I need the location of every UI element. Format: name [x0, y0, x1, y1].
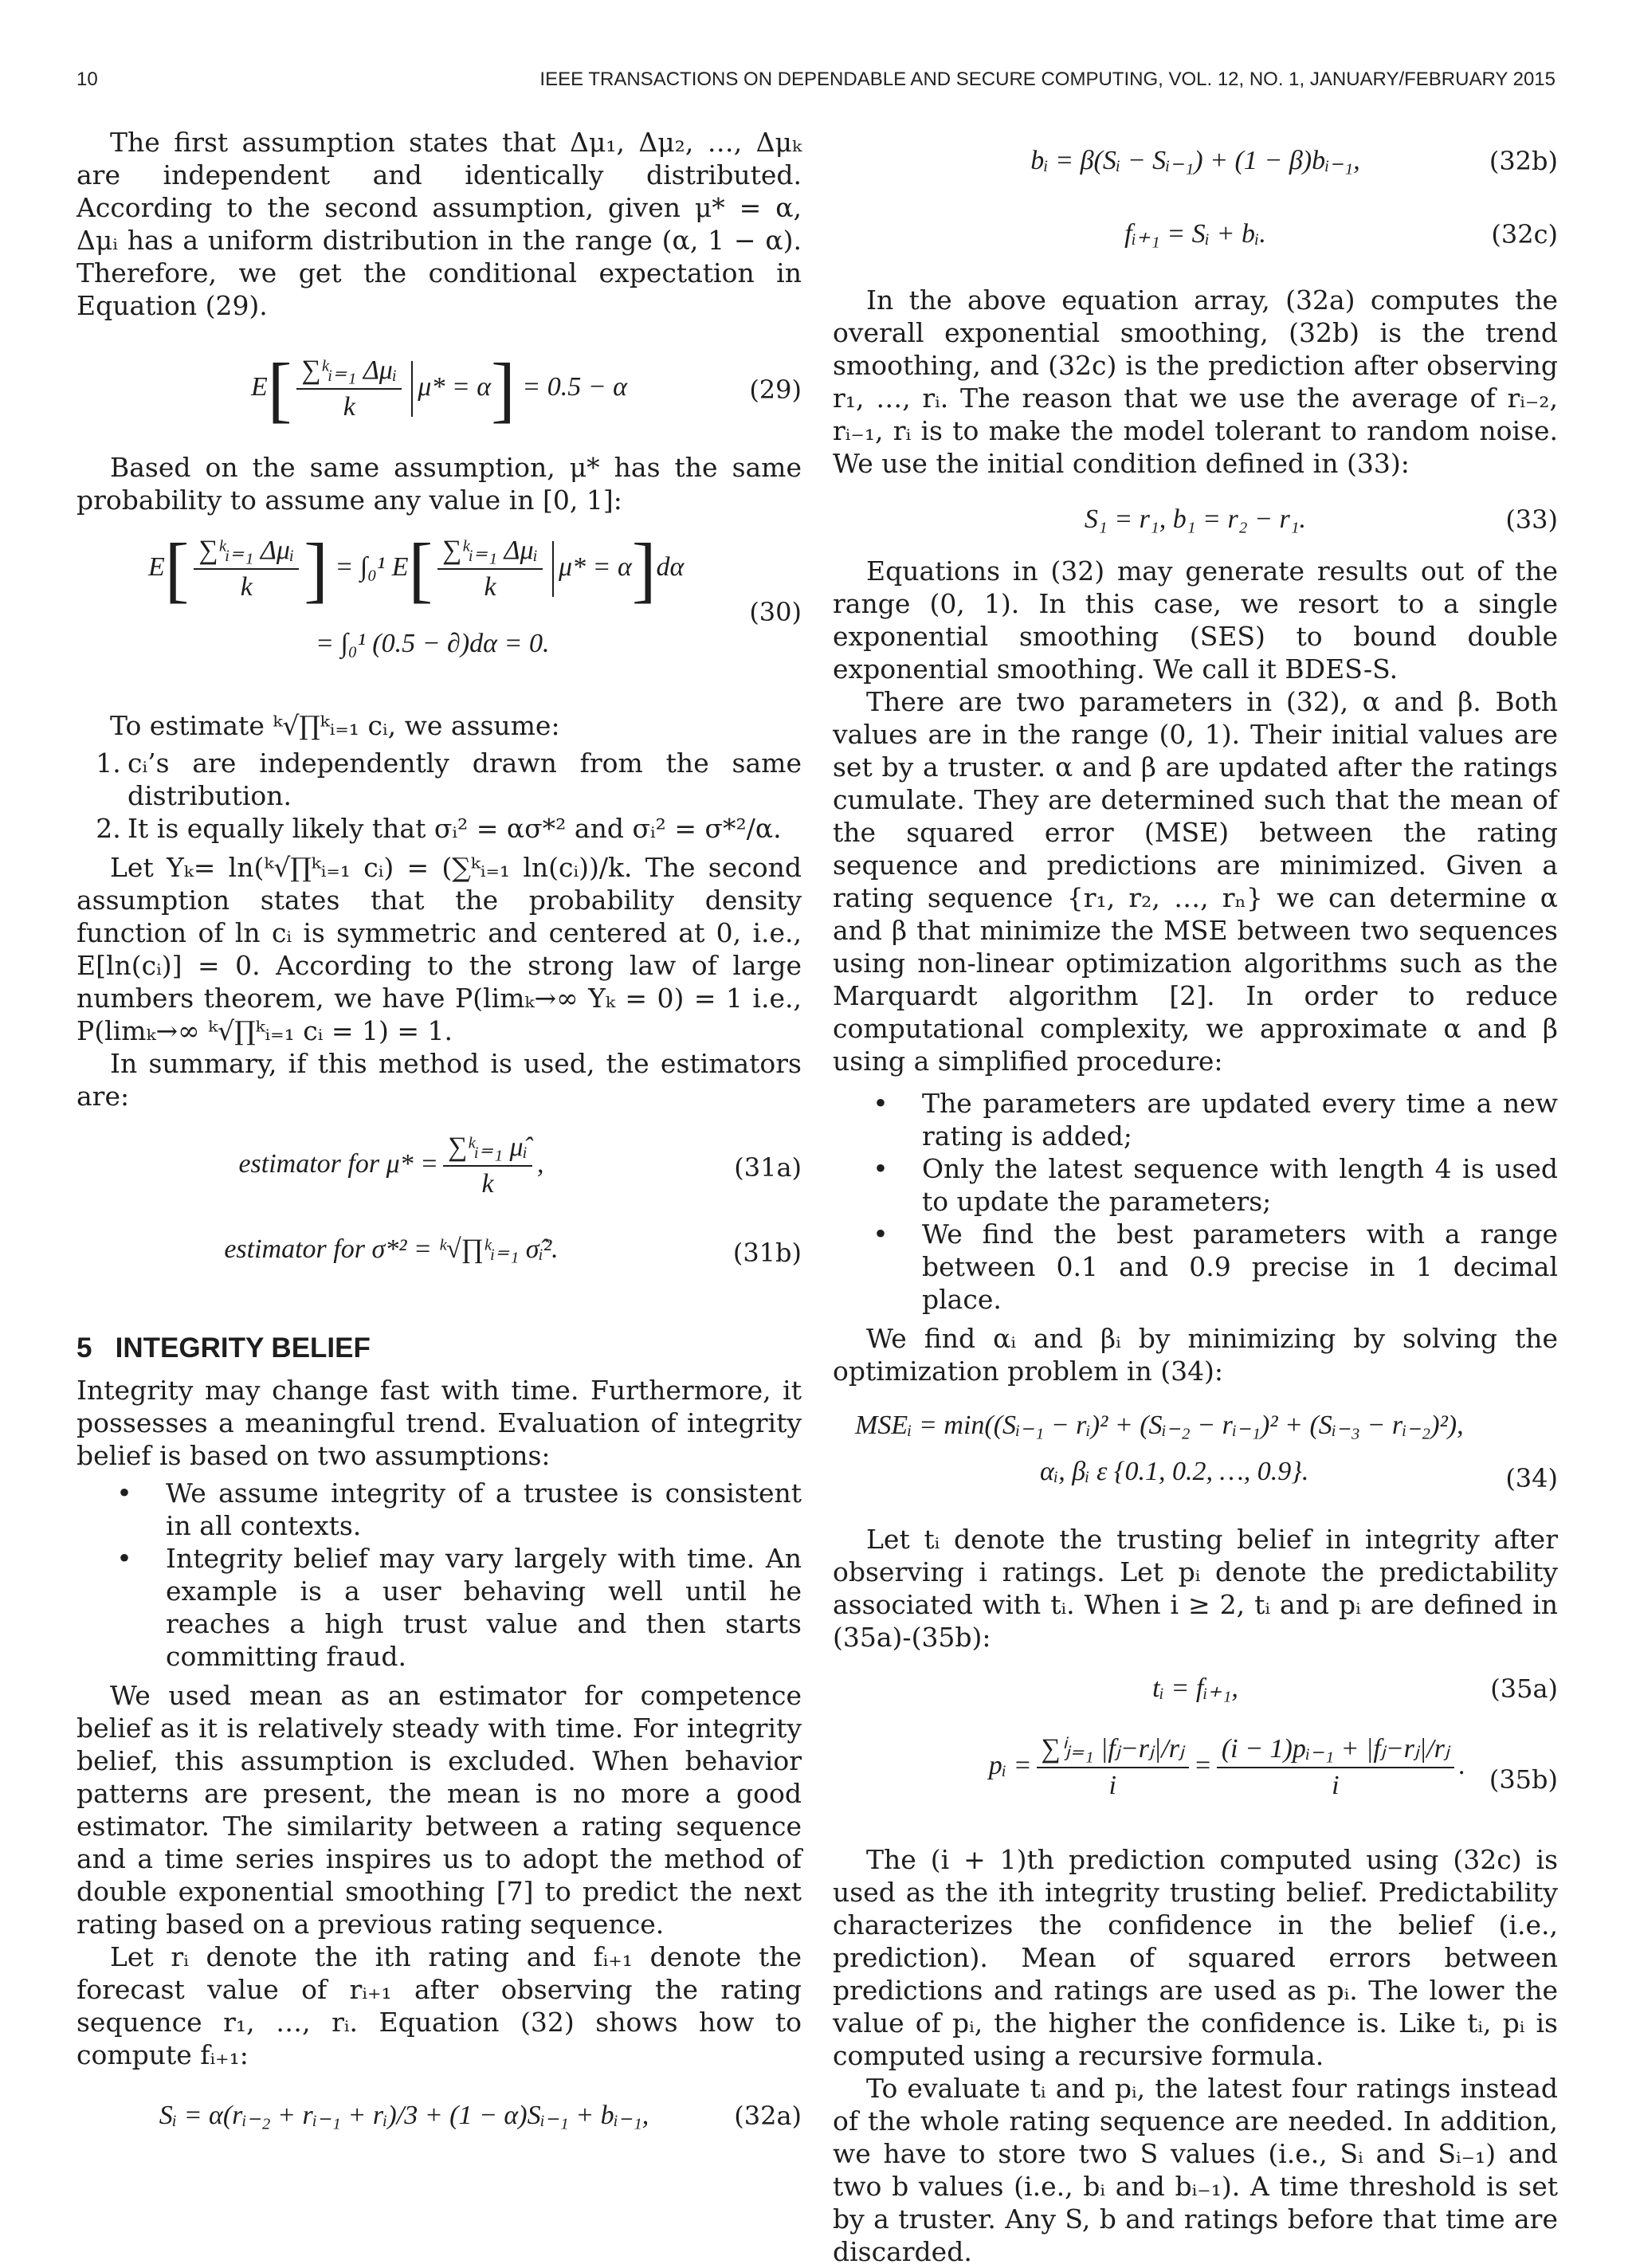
equation-34 — [833, 1408, 1558, 1496]
left-column — [76, 126, 802, 2138]
fraction — [296, 353, 402, 425]
section-number: 5 — [76, 1332, 92, 1364]
equation-30: E[ $\frac{\text{∑ᵏᵢ₌₁ Δμᵢ}}{k}$ ] = ∫₀¹ E[ $\frac{\text{∑ᵏᵢ₌₁ Δμᵢ}}{k}$ μ* = α]dα = ∫₀¹ (0.5 − ∂)dα = 0. (30) — [76, 532, 802, 692]
equation-29: E[ $\frac{\text{∑ᵏᵢ₌₁ Δμᵢ}}{k}$ μ* = α] = 0.5 − α (29) — [250, 348, 802, 430]
eq-term: = 0.5 − α — [522, 371, 627, 402]
paragraph: To estimate ᵏ√∏ᵏᵢ₌₁ cᵢ, we assume: — [110, 710, 560, 741]
paragraph: The (i + 1)th prediction computed using (32c) is used as the ith integrity trusting belief. Predictability characterizes the confidence in the belief (i.e., prediction). Mean of squared errors between predictions and ratings are used as pᵢ. The lower the value of pᵢ, the higher the confidence is. Like tᵢ, pᵢ is computed using a recursive formula. — [833, 1844, 1558, 2071]
assumption-list — [76, 747, 802, 845]
denominator: k — [343, 392, 355, 422]
fraction — [437, 533, 543, 605]
numerator: ∑ᵏᵢ₌₁ μ̂ᵢ — [443, 1130, 532, 1167]
numerator: ∑ᵏᵢ₌₁ Δμᵢ — [437, 533, 543, 570]
numerator: ∑ᵏᵢ₌₁ Δμᵢ — [296, 353, 402, 390]
eq-term: estimator for σ*² = — [224, 1234, 432, 1264]
paragraph: Let rᵢ denote the ith rating and fᵢ₊₁ denote the forecast value of rᵢ₊₁ after observing the rating sequence r₁, …, rᵢ. Equation (32) shows how to compute fᵢ₊₁: — [76, 1941, 802, 2070]
denominator: i — [1332, 1771, 1340, 1800]
eq-term: pᵢ = — [988, 1750, 1032, 1780]
equation-number: (33) — [1505, 504, 1558, 535]
equation-number: (31a) — [734, 1152, 802, 1183]
list-item: 2. It is equally likely that σᵢ² = ασ*² and σᵢ² = σ*²/α. — [96, 813, 782, 844]
paragraph: In summary, if this method is used, the estimators are: — [76, 1048, 802, 1112]
eq-line: fᵢ₊₁ = Sᵢ + bᵢ. — [1124, 219, 1266, 249]
list-item: 1. cᵢ’s are independently drawn from the same distribution. — [96, 747, 802, 811]
eq-term: ᵏ√∏ᵏᵢ₌₁ σ̂ᵢ². — [438, 1234, 559, 1264]
equation-31b — [76, 1205, 802, 1301]
list-item: • Integrity belief may vary largely with time. An example is a user behaving well until he reaches a high trust value and then starts committing fraud. — [116, 1543, 802, 1672]
condition: μ* = α — [418, 371, 492, 402]
eq-term: estimator for μ* = — [238, 1148, 439, 1179]
numerator: (i − 1)pᵢ₋₁ + |fⱼ−rⱼ|/rⱼ — [1217, 1732, 1454, 1768]
equation-number: (34) — [1505, 1463, 1558, 1493]
eq-term: dα — [656, 551, 685, 582]
eq-line: S₁ = r₁, b₁ = r₂ − r₁. — [1084, 504, 1307, 534]
paragraph: Based on the same assumption, μ* has the same probability to assume any value in [0, 1]: — [76, 452, 802, 516]
paragraph: Equations in (32) may generate results out of the range (0, 1). In this case, we resort to a single exponential smoothing (SES) to bound double exponential smoothing. We call it BDES-S. — [833, 555, 1558, 685]
equation-35a — [833, 1671, 1558, 1708]
bullet-list — [833, 1087, 1558, 1316]
equation-number: (31b) — [732, 1238, 802, 1268]
list-item: • We find the best parameters with a range between 0.1 and 0.9 precise in 1 decimal place. — [873, 1218, 1558, 1315]
equation-number: (29) — [749, 375, 802, 405]
paragraph: There are two parameters in (32), α and β. Both values are in the range (0, 1). Their initial values are set by a truster. α and β are updated after the ratings cumulate. They are determined such that the mean of the squared error (MSE) between the rating sequence and predictions are minimized. Given a rating sequence {r₁, r₂, …, rₙ} we can determine α and β that minimize the MSE between two sequences using non-linear optimization algorithms such as the Marquardt algorithm [2]. In order to reduce computational complexity, we approximate α and β using a simplified procedure: — [833, 686, 1558, 1077]
right-column — [833, 126, 1558, 2268]
eq-term: E — [148, 551, 165, 582]
denominator: i — [1108, 1771, 1116, 1800]
equation-number: (32a) — [734, 2101, 802, 2131]
equation-number: (35b) — [1489, 1764, 1558, 1795]
denominator: k — [484, 572, 496, 602]
eq-line: MSEᵢ = min((Sᵢ₋₁ − rᵢ)² + (Sᵢ₋₂ − rᵢ₋₁)² + (Sᵢ₋₃ − rᵢ₋₂)²), — [855, 1411, 1464, 1440]
paragraph: Integrity may change fast with time. Furthermore, it possesses a meaningful trend. Evaluation of integrity belief is based on two assumptions: — [76, 1375, 802, 1471]
numerator: ∑ᵏᵢ₌₁ Δμᵢ — [194, 533, 299, 570]
equation-number: (35a) — [1490, 1674, 1558, 1704]
equation-number: (32c) — [1491, 219, 1558, 249]
page-number: 10 — [76, 69, 98, 90]
fraction — [194, 533, 299, 605]
section-title: INTEGRITY BELIEF — [115, 1332, 371, 1364]
section-heading — [76, 1332, 802, 1364]
paragraph: Let tᵢ denote the trusting belief in integrity after observing i ratings. Let pᵢ denote the predictability associated with tᵢ. When i ≥ 2, tᵢ and pᵢ are defined in (35a)-(35b): — [833, 1524, 1558, 1653]
equation-32c — [833, 217, 1558, 253]
paragraph: We used mean as an estimator for competence belief as it is relatively steady with time. For integrity belief, this assumption is excluded. When behavior patterns are present, the mean is no more a good estimator. The similarity between a rating sequence and a time series inspires us to adopt the method of double exponential smoothing [7] to predict the next rating based on a previous rating sequence. — [76, 1680, 802, 1940]
paragraph: Let Yₖ= ln(ᵏ√∏ᵏᵢ₌₁ cᵢ) = (∑ᵏᵢ₌₁ ln(cᵢ))/k. The second assumption states that the probability density function of ln cᵢ is symmetric and centered at 0, i.e., E[ln(cᵢ)] = 0. According to the strong law of large numbers theorem, we have P(limₖ→∞ Yₖ = 0) = 1 i.e., P(limₖ→∞ ᵏ√∏ᵏᵢ₌₁ cᵢ = 1) = 1. — [76, 852, 802, 1046]
numerator: ∑ⁱⱼ₌₁ |fⱼ−rⱼ|/rⱼ — [1037, 1732, 1189, 1768]
bullet-list — [76, 1477, 802, 1673]
integral: = ∫₀¹ E — [335, 551, 409, 582]
fraction — [443, 1130, 532, 1202]
eq-line: Sᵢ = α(rᵢ₋₂ + rᵢ₋₁ + rᵢ)/3 + (1 − α)Sᵢ₋₁ + bᵢ₋₁, — [159, 2101, 649, 2130]
equation-33 — [833, 502, 1558, 539]
fraction — [1037, 1732, 1189, 1803]
equation-32b — [833, 143, 1558, 180]
paragraph: To evaluate tᵢ and pᵢ, the latest four ratings instead of the whole rating sequence are needed. In addition, we have to store two S values (i.e., Sᵢ and Sᵢ₋₁) and two b values (i.e., bᵢ and bᵢ₋₁). A time threshold is set by a truster. Any S, b and ratings before that time are discarded. — [833, 2073, 1558, 2267]
list-item: • Only the latest sequence with length 4 is used to update the parameters; — [873, 1153, 1558, 1217]
equation-32a — [76, 2098, 802, 2138]
paragraph: The first assumption states that Δμ₁, Δμ₂, …, Δμₖ are independent and identically distributed. According to the second assumption, given μ* = α, Δμᵢ has a uniform distribution in the range (α, 1 − α). Therefore, we get the conditional expectation in Equation (29). — [76, 127, 802, 321]
list-item: • We assume integrity of a trustee is consistent in all contexts. — [116, 1477, 802, 1541]
denominator: k — [240, 572, 253, 602]
equation-number: (32b) — [1489, 146, 1558, 176]
eq-line: = ∫₀¹ (0.5 − ∂)dα = 0. — [316, 629, 550, 658]
condition: μ* = α — [558, 551, 632, 582]
running-header — [76, 69, 1556, 100]
eq-line: bᵢ = β(Sᵢ − Sᵢ₋₁) + (1 − β)bᵢ₋₁, — [1030, 146, 1360, 175]
eq-term: E — [250, 371, 268, 402]
eq-line: tᵢ = fᵢ₊₁, — [1152, 1674, 1238, 1703]
paragraph: In the above equation array, (32a) computes the overall exponential smoothing, (32b) is the trend smoothing, and (32c) is the prediction after observing r₁, …, rᵢ. The reason that we use the average of rᵢ₋₂, rᵢ₋₁, rᵢ is to make the model tolerant to random noise. We use the initial condition defined in (33): — [833, 284, 1558, 479]
list-item: • The parameters are updated every time a new rating is added; — [873, 1088, 1558, 1152]
equation-number: (30) — [749, 597, 802, 627]
denominator: k — [481, 1169, 494, 1199]
equation-31a: estimator for μ* = $\frac{\text{∑ᵏᵢ₌₁ μ̂ᵢ}}{k}$ , (31a) — [76, 1130, 802, 1205]
journal-title: IEEE TRANSACTIONS ON DEPENDABLE AND SECURE COMPUTING, VOL. 12, NO. 1, JANUARY/FEBRUARY 2015 — [539, 69, 1556, 90]
equation-35b: pᵢ = $\frac{\text{∑ⁱⱼ₌₁ |fⱼ−rⱼ|/rⱼ}}{i}$ = $\frac{\text{(i − 1)pᵢ₋₁ + |fⱼ−rⱼ|/rⱼ}}{i}$ . (35b) — [833, 1732, 1558, 1827]
paragraph: We find αᵢ and βᵢ by minimizing by solving the optimization problem in (34): — [833, 1323, 1558, 1387]
eq-line: αᵢ, βᵢ ε {0.1, 0.2, …, 0.9}. — [1040, 1457, 1309, 1486]
fraction — [1217, 1732, 1454, 1803]
